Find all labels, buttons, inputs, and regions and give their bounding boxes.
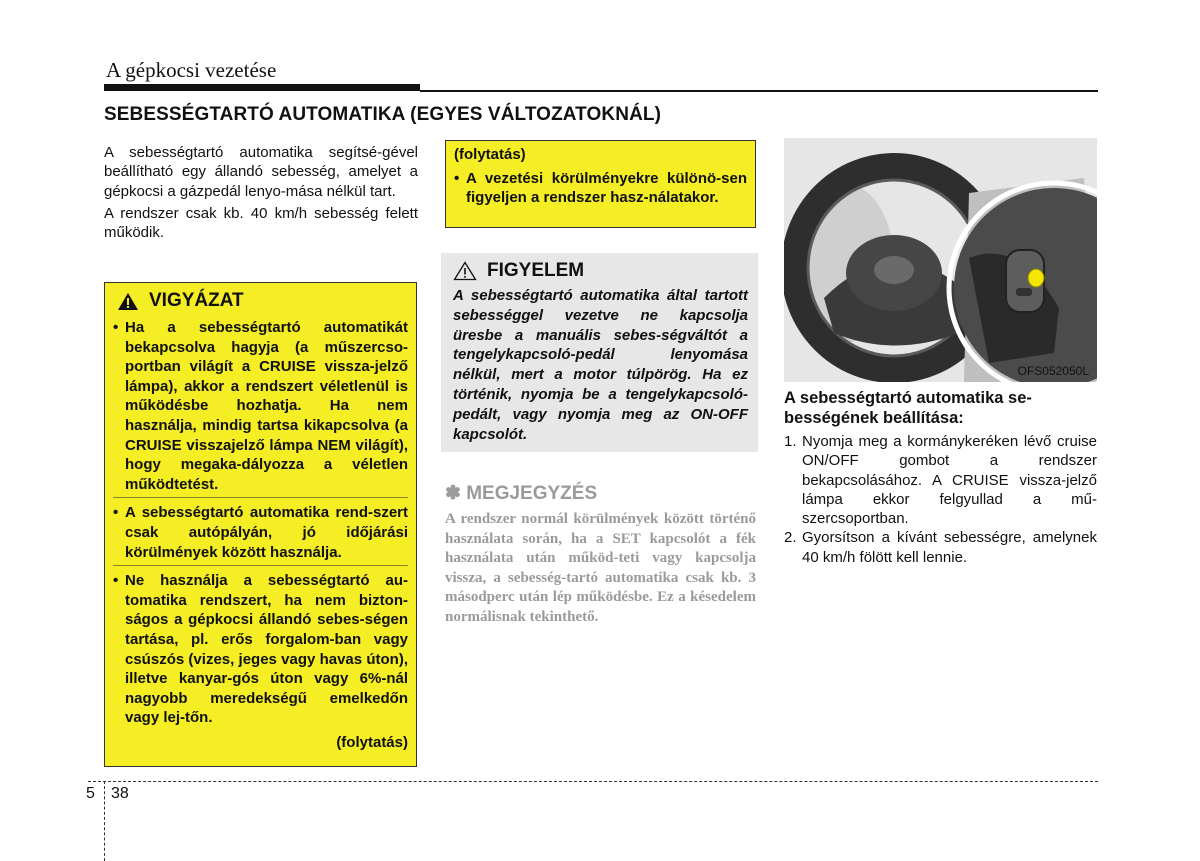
caution-heading bbox=[453, 260, 748, 282]
intro-paragraph: A sebességtartó automatika segítsé-gével beállítható egy állandó sebesség, amelyet a gépkocsi a gázpedál lenyo-mása nélkül tart. bbox=[104, 144, 418, 200]
figure-code: OFS052050L bbox=[1017, 364, 1089, 378]
step-text: Gyorsítson a kívánt sebességre, amelynek 40 km/h fölött kell lennie. bbox=[802, 529, 1097, 566]
footer-rule bbox=[88, 781, 1098, 782]
list-item: • A vezetési körülményekre különö-sen figyeljen a rendszer hasz-nálatakor. bbox=[454, 169, 747, 208]
continuation-label: (folytatás) bbox=[454, 146, 526, 163]
list-item: • Ne használja a sebességtartó au-tomatika rendszert, ha nem bizton-ságos a gépkocsi állandó sebes-ségen tartása, pl. erős forgalom-ban vagy csúszós (vizes, jeges vagy havas úton), illetve kanyar-gós úton vagy 6%-nál nagyobb meredekségű emelkedőn vagy lej-tőn. bbox=[113, 565, 408, 728]
footer-divider bbox=[104, 781, 105, 861]
cruise-button-icon bbox=[1028, 269, 1044, 287]
setting-steps bbox=[784, 432, 1097, 567]
step-text: Nyomja meg a kormánykeréken lévő cruise ON/OFF gombot a rendszer bekapcsolásához. A CRUISE vissza-jelző lámpa ekkor felgyullad a mű-szercsoportban. bbox=[802, 433, 1097, 528]
section-title: SEBESSÉGTARTÓ AUTOMATIKA (EGYES VÁLTOZATOKNÁL) bbox=[104, 104, 662, 125]
steering-wheel-icon bbox=[784, 138, 1097, 382]
intro-text bbox=[104, 143, 418, 245]
warning-list bbox=[113, 318, 408, 728]
header-bar bbox=[104, 84, 420, 91]
step-number: 2. bbox=[784, 529, 797, 547]
chapter-number: 5 bbox=[86, 785, 95, 802]
list-item bbox=[784, 528, 1097, 567]
step-number: 1. bbox=[784, 433, 797, 450]
continuation-box bbox=[445, 140, 756, 228]
warning-heading bbox=[117, 290, 408, 312]
list-item: • A sebességtartó automatika rend-szert csak autópályán, jó időjárási körülmények között használja. bbox=[113, 497, 408, 562]
steering-wheel-figure bbox=[784, 138, 1097, 382]
list-item bbox=[784, 432, 1097, 528]
caution-triangle-icon bbox=[453, 261, 477, 281]
list-item: • Ha a sebességtartó automatikát bekapcsolva hagyja (a műszercso-portban világít a CRUISE vissza-jelző lámpa), akkor a rendszert véletlenül is működésbe hozhatja. Ha nem használja, mindig tartsa kikapcsolva (a CRUISE visszajelző lámpa NEM világít), hogy megaka-dályozza a véletlen működtetést. bbox=[113, 318, 408, 494]
continued-label: (folytatás) bbox=[336, 733, 408, 751]
note-heading: ✽ MEGJEGYZÉS bbox=[445, 483, 598, 504]
warning-box bbox=[104, 282, 417, 767]
caution-text: A sebességtartó automatika által tartott sebességgel vezetve ne kapcsolja üresbe a manuális sebes-ségváltót a tengelykapcsoló-pedál lenyomása nélkül, mert a motor túlpörög. Ha ez történik, nyomja be a tengelykapcsoló-pedált, vagy nyomja meg az ON-OFF kapcsolót. bbox=[453, 287, 748, 443]
note-text: A rendszer normál körülmények között történő használata során, ha a SET kapcsolót a fék használata után működ-teti vagy kapcsolja vissza, a sebesség-tartó automatika csak kb. 3 másodperc után lép működésbe. Ez a késedelem normálisnak tekinthető. bbox=[445, 511, 756, 625]
setting-title: A sebességtartó automatika se-bességének beállítása: bbox=[784, 389, 1032, 427]
header-rule bbox=[420, 90, 1098, 92]
warning-triangle-icon bbox=[117, 292, 139, 311]
intro-paragraph: A rendszer csak kb. 40 km/h sebesség felett működik. bbox=[104, 204, 418, 242]
page-number: 38 bbox=[111, 785, 129, 802]
caution-heading-label: FIGYELEM bbox=[487, 260, 585, 281]
warning-heading-label: VIGYÁZAT bbox=[149, 290, 244, 311]
caution-box bbox=[441, 253, 758, 452]
chapter-title: A gépkocsi vezetése bbox=[106, 58, 277, 82]
